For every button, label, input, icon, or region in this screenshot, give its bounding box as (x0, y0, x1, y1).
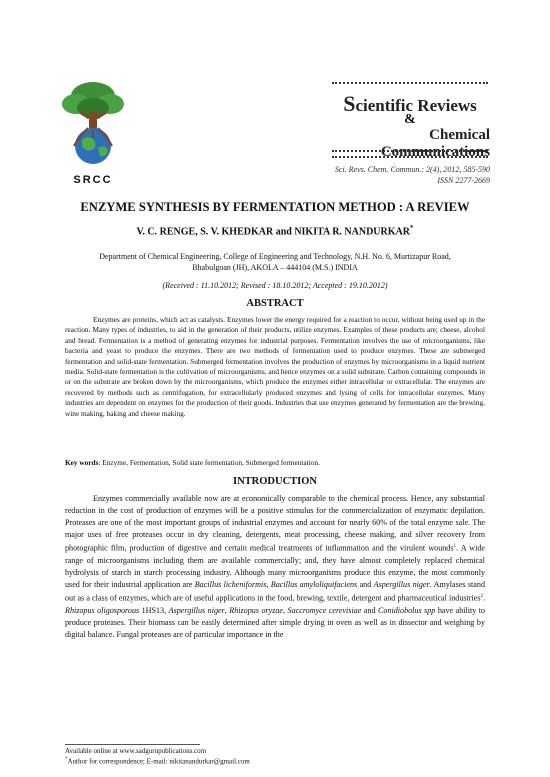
introduction-text (65, 493, 485, 642)
organism-name: Bacillus licheniformis (194, 580, 267, 590)
organism-name: Rhizopus oryzae (229, 606, 284, 616)
publication-dates: (Received : 11.10.2012; Revised : 18.10.2012; Accepted : 19.10.2012) (162, 281, 388, 290)
reference-mark: 2 (480, 594, 483, 600)
journal-name-cap: S (343, 91, 356, 116)
logo-text: SRCC (73, 174, 113, 186)
footnote-correspondence-text: Author for correspondence; E-mail: nikitanandurkar@gmail.com (67, 757, 250, 766)
intro-part: , (224, 606, 230, 616)
intro-part: Enzymes commercially available now are at economically comparable to the chemical process. Hence, any substantial reduction in the cost of production of enzymes will be a positive stimulus for the commercialization of enzymatic depilation. Proteases are one of the most important groups of industrial enzymes and account for nearly 60% of the total enzyme sale. The major uses of free proteases occur in dry cleaning, detergents, meat processing, cheese making, and silver recovery from photographic film, production of digestive and certain medical treatments of inflammation and the virulent wounds (65, 494, 485, 554)
intro-part: and (357, 580, 374, 590)
author-mark: * (409, 224, 414, 232)
intro-part: . Amylases stand out as a class of enzymes, which are of useful applications in the food, brewing, textile, detergent and pharmaceutical industries (65, 580, 485, 604)
tree-globe-icon (58, 78, 128, 174)
paper-title: ENZYME SYNTHESIS BY FERMENTATION METHOD : A REVIEW (80, 200, 470, 214)
footnote-rule (65, 744, 200, 745)
organism-name: Conidiobolus spp (378, 606, 436, 616)
footnote-mark: * (65, 757, 68, 762)
affiliation (70, 251, 480, 273)
reference-mark: 1 (453, 544, 456, 550)
keywords-label: Key words (65, 458, 99, 467)
introduction-heading: INTRODUCTION (232, 476, 317, 487)
journal-name-line2: Chemical Communications (380, 127, 490, 160)
journal-ampersand: & (404, 112, 416, 127)
organism-name: Saccromyce cerevisiae (287, 606, 362, 616)
organism-name: Aspergillus niger (168, 606, 225, 616)
keywords (65, 458, 485, 467)
journal-name-rest: cientific Reviews (355, 96, 477, 115)
affiliation-line1: Department of Chemical Engineering, College of Engineering and Technology, N.H. No. 6, Murtizapur Road, (99, 252, 451, 261)
abstract-heading: ABSTRACT (246, 298, 304, 309)
intro-part: . A wide range of microorganisms including them are available commercially; and, they have almost completely replaced chemical hydrolysis of starch in starch processing industry. Although many microorganisms produce this enzyme, the most commonly used for their industrial application are (65, 544, 485, 590)
organism-name: Rhizopus oligosporous (65, 606, 140, 616)
footnote-correspondence[interactable] (65, 757, 250, 765)
intro-part: and (361, 606, 378, 616)
keywords-text: : Enzyme, Fermentation, Solid state fermentation, Submerged fermentation. (98, 458, 320, 467)
organism-name: Bacillus amyloliquifaciens (270, 580, 358, 590)
affiliation-line2: Bhabulgoan (JH), AKOLA – 444104 (M.S.) INDIA (192, 263, 358, 272)
intro-part: , (266, 580, 271, 590)
intro-part: . (482, 594, 485, 604)
paper-authors (40, 224, 510, 237)
author-names: V. C. RENGE, S. V. KHEDKAR and NIKITA R. NANDURKAR (136, 226, 410, 238)
dotted-rule-mid (332, 150, 488, 155)
journal-citation: Sci. Revs. Chem. Commun.: 2(4), 2012, 585-590 (334, 165, 490, 174)
srcc-logo (58, 78, 128, 188)
organism-name: Aspergillus niger (373, 580, 430, 590)
intro-part: , (283, 606, 288, 616)
dotted-rule-top (332, 82, 488, 87)
journal-issn: ISSN 2277-2669 (437, 176, 490, 185)
intro-part: 1HS13, (139, 606, 169, 616)
dotted-rule-bottom (332, 156, 488, 161)
abstract-text: Enzymes are proteins, which act as catalysts. Enzymes lower the energy required for a reaction to occur, without being used up in the reaction. Many types of industries, to aid in the generation of their products, utilize enzymes. Examples of these products are; cheese, alcohol and bread. Fermentation is a method of generating enzymes for industrial purposes. Fermentation involves the use of microorganisms, like bacteria and yeast to produce the enzymes. There are two methods of fermentation used to produce enzymes. These are submerged fermentation and solid-state fermentation. Submerged fermentation involves the production of enzymes by microorganisms in a liquid nutrient media. Solid-state fermentation is the cultivation of microorganisms, and hence enzymes on a solid substrate. Carbon containing compounds in or on the substrate are broken down by the microorganisms, which produce the enzymes either intracellular or extracellular. The enzymes are recovered by methods such as centrifugation, for extracellularly produced enzymes and lysing of cells for intracellular enzymes. Many industries are dependent on enzymes for the production of their goods. Industries that use enzymes generated by fermentation are the brewing, wine making, baking and cheese making. (65, 315, 485, 418)
footnote-available[interactable]: Available online at www.sadgurupublications.com (65, 747, 207, 755)
intro-part: have ability to produce proteases. Their biomass can be easily determined after simple drying in oven as well as in dissector and weighing by digital balance. Fungal proteases are of particular importance in the (65, 606, 486, 640)
